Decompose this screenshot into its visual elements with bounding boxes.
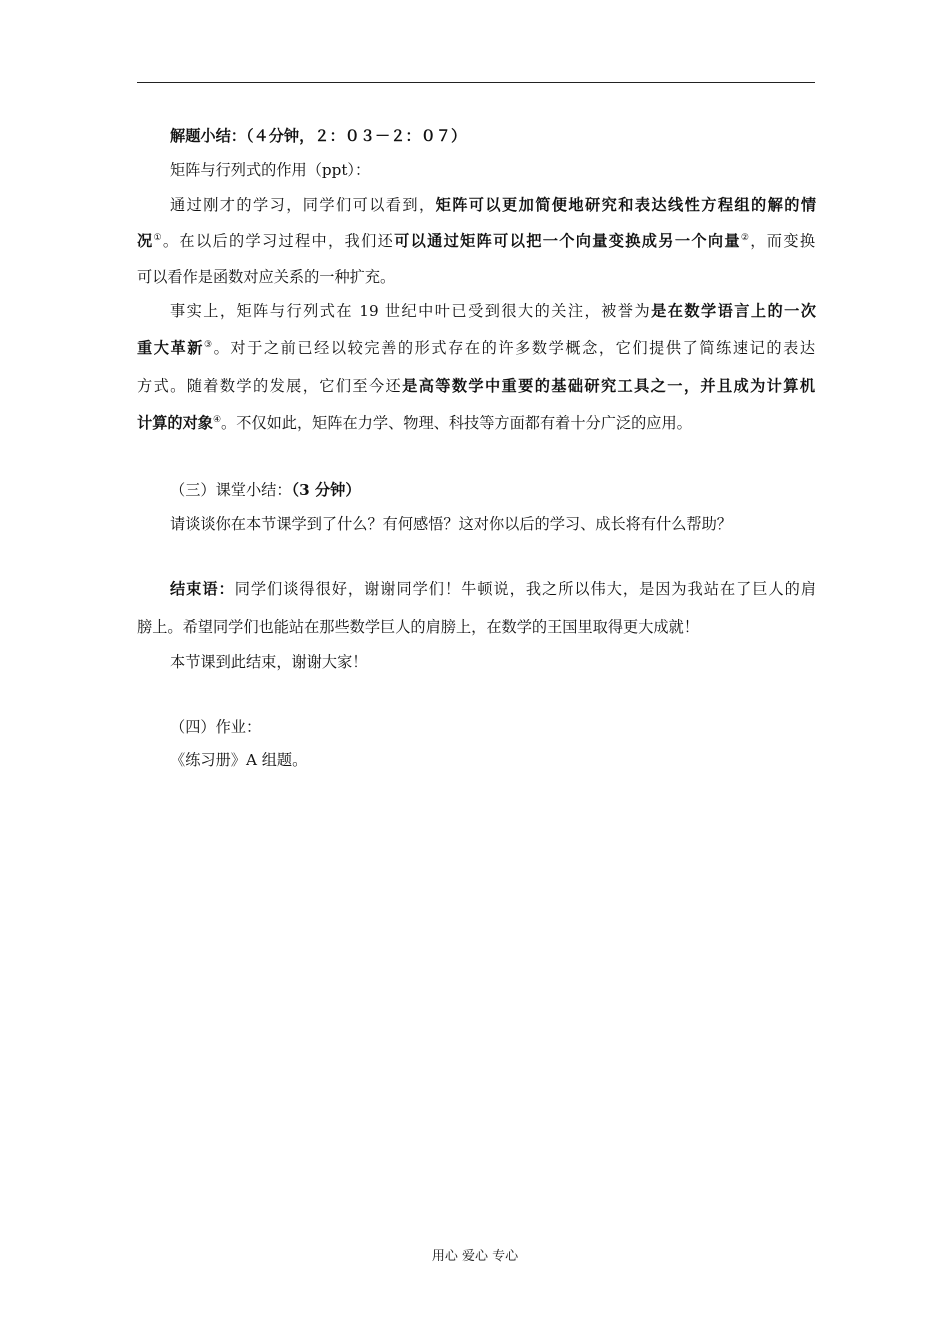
- closing-line-2: 膀上。希望同学们也能站在那些数学巨人的肩膀上，在数学的王国里取得更大成就！: [137, 618, 699, 636]
- footnote-mark-1: ①: [153, 233, 163, 243]
- paragraph-2-line-3: 方式。随着数学的发展，它们至今还是高等数学中重要的基础研究工具之一，并且成为计算机: [137, 377, 815, 395]
- closing-line-3: 本节课到此结束，谢谢大家！: [170, 653, 368, 671]
- paragraph-2-line-2: 重大革新③。对于之前已经以较完善的形式存在的许多数学概念，它们提供了简练速记的表达: [137, 339, 816, 357]
- homework-task: 《练习册》A 组题。: [170, 751, 308, 769]
- paragraph-1-line-3: 可以看作是函数对应关系的一种扩充。: [137, 268, 396, 286]
- class-summary-question: 请谈谈你在本节课学到了什么？有何感悟？这对你以后的学习、成长将有什么帮助？: [170, 515, 732, 533]
- homework-heading: （四）作业：: [170, 718, 262, 736]
- paragraph-1-line-2: 况①。在以后的学习过程中，我们还可以通过矩阵可以把一个向量变换成另一个向量②，而变换: [137, 232, 816, 250]
- paragraph-2-line-1: 事实上，矩阵与行列式在 19 世纪中叶已受到很大的关注，被誉为是在数学语言上的一次: [170, 302, 816, 320]
- page-footer: 用心 爱心 专心: [431, 1249, 519, 1264]
- footnote-mark-4: ④: [212, 415, 222, 425]
- paragraph-1-line-1: 通过刚才的学习，同学们可以看到，矩阵可以更加简便地研究和表达线性方程组的解的情: [170, 196, 817, 214]
- summary-heading: 解题小结：（４分钟，２：０３－２：０７）: [170, 127, 467, 145]
- footnote-mark-2: ②: [740, 233, 751, 243]
- header-rule: [137, 82, 815, 83]
- paragraph-2-line-4: 计算的对象④。不仅如此，矩阵在力学、物理、科技等方面都有着十分广泛的应用。: [137, 414, 692, 432]
- closing-line-1: 结束语：同学们谈得很好，谢谢同学们！牛顿说，我之所以伟大，是因为我站在了巨人的肩: [170, 580, 817, 598]
- summary-subheading: 矩阵与行列式的作用（ppt）：: [170, 161, 371, 179]
- class-summary-heading: （三）课堂小结：（3 分钟）: [170, 481, 361, 499]
- footnote-mark-3: ③: [204, 340, 214, 350]
